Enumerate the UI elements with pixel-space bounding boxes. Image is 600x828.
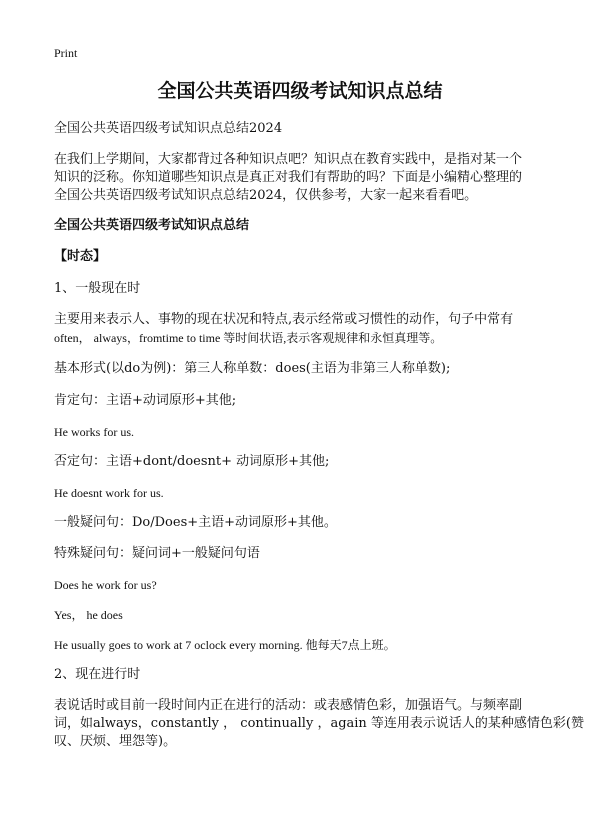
special-question-line: 特殊疑问句：疑问词+一般疑问句语 (54, 546, 260, 561)
example-question: Does he work for us? (54, 578, 157, 592)
intro-line: 知识的泛称。你知道哪些知识点是真正对我们有帮助的吗？下面是小编精心整理的 (54, 170, 523, 185)
section-heading: 全国公共英语四级考试知识点总结 (54, 218, 250, 233)
tense-heading: 【时态】 (54, 249, 107, 264)
general-question-line: 一般疑问句：Do/Does+主语+动词原形+其他。 (54, 515, 337, 530)
print-label: Print (54, 46, 78, 60)
document-subtitle: 全国公共英语四级考试知识点总结2024 (54, 121, 283, 136)
example-usually: He usually goes to work at 7 oclock every morning. 他每天7点上班。 (54, 638, 396, 652)
intro-line: 在我们上学期间，大家都背过各种知识点吧？知识点在教育实践中，是指对某一个 (54, 152, 523, 167)
example-answer: Yes， he does (54, 608, 123, 622)
sec1-line: 主要用来表示人、事物的现在状况和特点,表示经常或习惯性的动作，句子中常有 (54, 312, 514, 327)
example-negative: He doesnt work for us. (54, 486, 164, 500)
negative-line: 否定句：主语+dont/doesnt+ 动词原形+其他; (54, 454, 330, 469)
basic-form-line: 基本形式(以do为例)：第三人称单数：does(主语为非第三人称单数); (54, 361, 451, 376)
sec2-heading: 2、现在进行时 (54, 667, 141, 682)
affirmative-line: 肯定句：主语+动词原形+其他; (54, 393, 237, 408)
intro-line: 全国公共英语四级考试知识点总结2024，仅供参考，大家一起来看看吧。 (54, 188, 478, 203)
document-title: 全国公共英语四级考试知识点总结 (157, 80, 443, 102)
example-affirmative: He works for us. (54, 425, 134, 439)
sec2-line: 词，如always，constantly ， continually ，again 等连用表示说话人的某种感情色彩(赞 (54, 716, 584, 731)
sec1-line: often， always，fromtime to time 等时间状语,表示客观规律和永恒真理等。 (54, 331, 443, 345)
sec2-line: 表说话时或目前一段时间内正在进行的活动：或表感情色彩，加强语气。与频率副 (54, 698, 523, 713)
sec2-line: 叹、厌烦、埋怨等)。 (54, 734, 177, 749)
sec1-heading: 1、一般现在时 (54, 281, 141, 296)
